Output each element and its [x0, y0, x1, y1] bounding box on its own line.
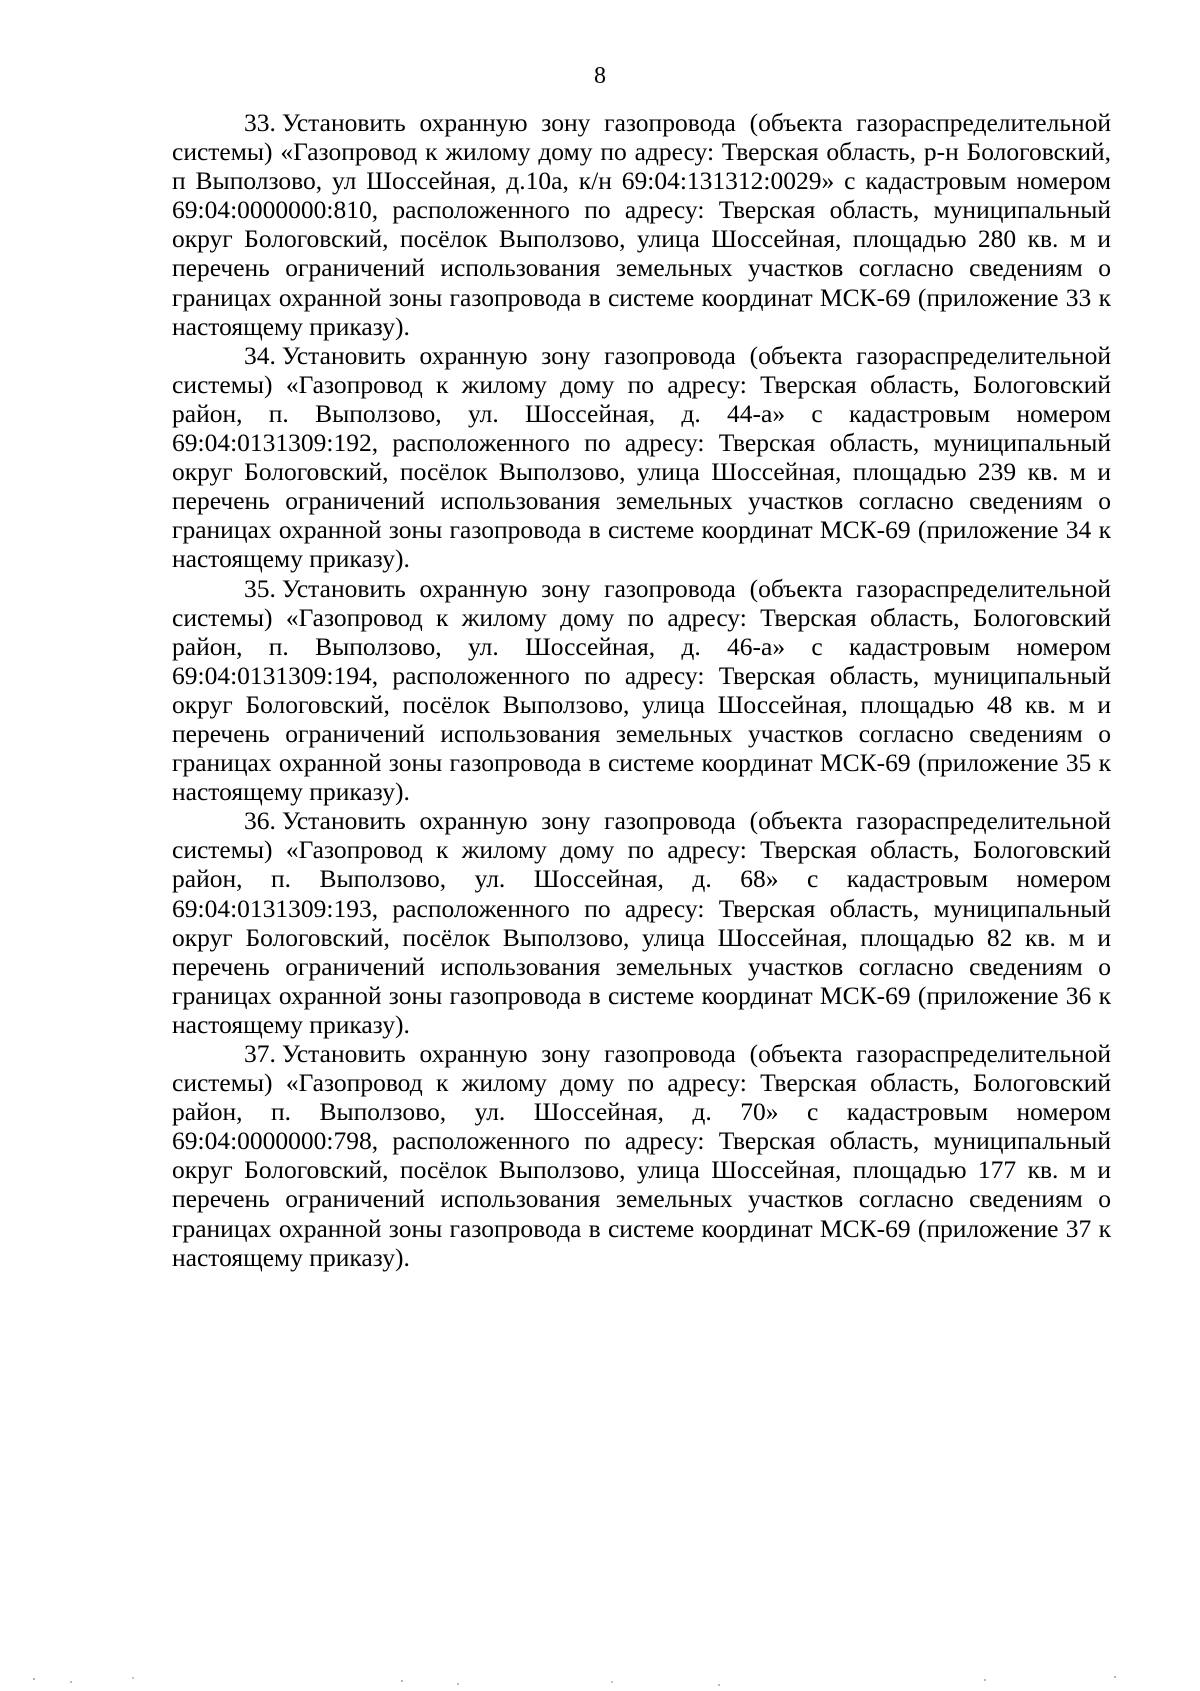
paragraph-number: 36.	[244, 806, 276, 836]
document-body	[172, 108, 1111, 1272]
paragraph-number: 33.	[244, 108, 276, 137]
paragraph-37	[172, 1039, 1111, 1272]
paragraph-number: 34.	[244, 340, 276, 370]
paragraph-text: Установить охранную зону газопровода (объекта газораспределительной системы) «Газопровод к жилому дому по адресу: Тверская область, Бологовский район, п. Выползово, ул. Шоссейная, д. 46-а» с кадастровым номером 69:04:0131309:194, расположенного по адресу: Тверская область, муниципальный округ Бологовский, посёлок Выползово, улица Шоссейная, площадью 48 кв. м и перечень ограничений использования земельных участков согласно сведениям о границах охранной зоны газопровода в системе координат МСК-69 (приложение 35 к настоящему приказу).	[172, 573, 1111, 807]
paragraph-number: 37.	[244, 1039, 276, 1068]
paragraph-36	[172, 806, 1111, 1039]
paragraph-text: Установить охранную зону газопровода (объекта газораспределительной системы) «Газопровод к жилому дому по адресу: Тверская область, Бологовский район, п. Выползово, ул. Шоссейная, д. 44-а» с кадастровым номером 69:04:0131309:192, расположенного по адресу: Тверская область, муниципальный округ Бологовский, посёлок Выползово, улица Шоссейная, площадью 239 кв. м и перечень ограничений использования земельных участков согласно сведениям о границах охранной зоны газопровода в системе координат МСК-69 (приложение 34 к настоящему приказу).	[172, 340, 1111, 574]
paragraph-text: Установить охранную зону газопровода (объекта газораспределительной системы) «Газопровод к жилому дому по адресу: Тверская область, Бологовский район, п. Выползово, ул. Шоссейная, д. 70» с кадастровым номером 69:04:0000000:798, расположенного по адресу: Тверская область, муниципальный округ Бологовский, посёлок Выползово, улица Шоссейная, площадью 177 кв. м и перечень ограничений использования земельных участков согласно сведениям о границах охранной зоны газопровода в системе координат МСК-69 (приложение 37 к настоящему приказу).	[172, 1039, 1111, 1272]
paragraph-34	[172, 341, 1111, 574]
page-number: 8	[594, 63, 606, 89]
scan-noise	[0, 1651, 1200, 1691]
paragraph-text: Установить охранную зону газопровода (объекта газораспределительной системы) «Газопровод к жилому дому по адресу: Тверская область, Бологовский район, п. Выползово, ул. Шоссейная, д. 68» с кадастровым номером 69:04:0131309:193, расположенного по адресу: Тверская область, муниципальный округ Бологовский, посёлок Выползово, улица Шоссейная, площадью 82 кв. м и перечень ограничений использования земельных участков согласно сведениям о границах охранной зоны газопровода в системе координат МСК-69 (приложение 36 к настоящему приказу).	[172, 806, 1111, 1039]
paragraph-text: Установить охранную зону газопровода (объекта газораспределительной системы) «Газопровод к жилому дому по адресу: Тверская область, р-н Бологовский, п Выползово, ул Шоссейная, д.10а, к/н 69:04:131312:0029» с кадастровым номером 69:04:0000000:810, расположенного по адресу: Тверская область, муниципальный округ Бологовский, посёлок Выползово, улица Шоссейная, площадью 280 кв. м и перечень ограничений использования земельных участков согласно сведениям о границах охранной зоны газопровода в системе координат МСК-69 (приложение 33 к настоящему приказу).	[172, 108, 1111, 341]
paragraph-35	[172, 574, 1111, 807]
paragraph-33	[172, 108, 1111, 341]
paragraph-number: 35.	[244, 573, 276, 603]
